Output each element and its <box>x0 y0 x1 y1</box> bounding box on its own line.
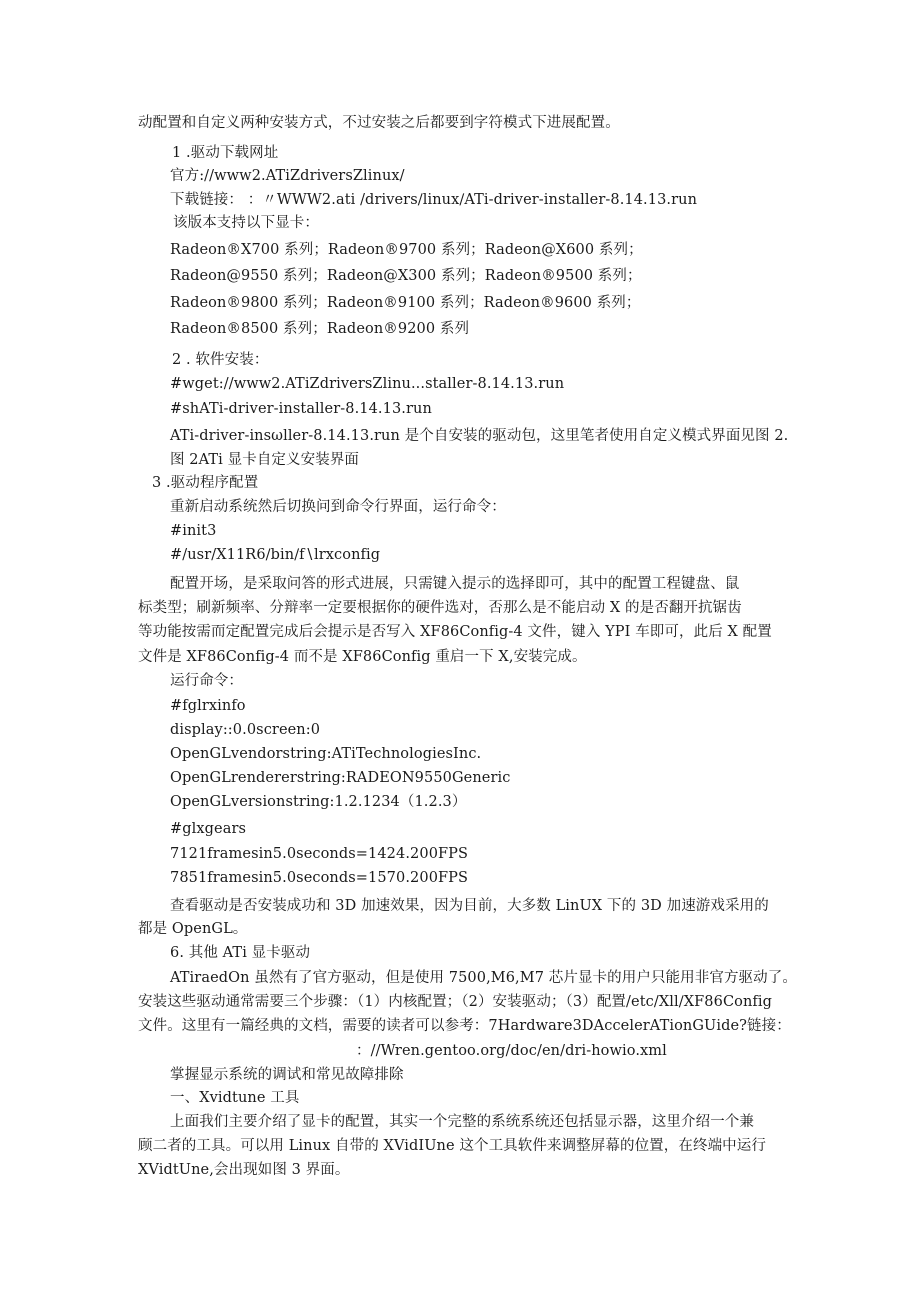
section-heading: 掌握显示系统的调试和常见故障排除 <box>170 1067 404 1083</box>
paragraph-line: XVidtUne,会出现如图 3 界面。 <box>138 1162 350 1178</box>
figure-caption: 图 2ATi 显卡自定义安装界面 <box>170 452 360 468</box>
paragraph-line: 查看驱动是否安装成功和 3D 加速效果，因为目前，大多数 LinUX 下的 3D 加速游戏采用的 <box>170 898 769 914</box>
url-line: 官方://www2.ATiZdriversZlinux/ <box>170 168 405 184</box>
output-line: 7121framesin5.0seconds=1424.200FPS <box>170 846 469 862</box>
section-heading: 6. 其他 ATi 显卡驱动 <box>170 945 311 961</box>
section-heading: 3 .驱动程序配置 <box>152 475 259 491</box>
card-list-line: Radeon@9550 系列；Radeon@X300 系列；Radeon®9500 系列； <box>170 268 642 284</box>
paragraph-line: 重新启动系统然后切换问到命令行界面，运行命令： <box>170 499 506 515</box>
paragraph-line: 文件是 XF86Config-4 而不是 XF86Config 重启一下 X,安装完成。 <box>138 649 587 665</box>
paragraph-line: 都是 OpenGL。 <box>138 921 248 937</box>
paragraph-line: 配置开场，是采取问答的形式进展，只需键入提示的选择即可，其中的配置工程键盘、鼠 <box>170 576 740 592</box>
paragraph-line: 文件。这里有一篇经典的文档，需要的读者可以参考：7Hardware3DAccelerATionGUide?链接： <box>138 1018 791 1034</box>
section-heading: 一、Xvidtune 工具 <box>170 1090 300 1106</box>
paragraph-line: ATiraedOn 虽然有了官方驱动，但是使用 7500,M6,M7 芯片显卡的用户只能用非官方驱动了。 <box>170 970 797 986</box>
output-line: display::0.0screen:0 <box>170 722 321 738</box>
download-link-line: 下载链接： ：〃WWW2.ati /drivers∕linux∕ATi-driver-installer-8.14.13.run <box>170 192 698 208</box>
url-line: ：//Wren.gentoo.org/doc/en/dri-howio.xml <box>356 1043 667 1059</box>
output-line: 7851framesin5.0seconds=1570.200FPS <box>170 870 469 886</box>
paragraph-line: 动配置和自定义两种安装方式，不过安装之后都要到字符模式下进展配置。 <box>138 115 620 131</box>
paragraph-line: 安装这些驱动通常需要三个步骤：（1）内核配置；（2）安装驱动；（3）配置/etc/Xll∕XF86Config <box>138 994 772 1010</box>
paragraph-line: 标类型；刷新频率、分辩率一定要根据你的硬件选对，否那么是不能启动 X 的是否翻开抗锯齿 <box>138 600 742 616</box>
command-line: #wget://www2.ATiZdriversZlinu...staller-8.14.13.run <box>170 376 565 392</box>
command-line: #shATi-driver-installer-8.14.13.run <box>170 401 432 417</box>
command-line: #glxgears <box>170 821 247 837</box>
output-line: OpenGLvendorstring:ATiTechnologiesInc. <box>170 746 482 762</box>
section-heading: 2 . 软件安装： <box>172 352 269 368</box>
paragraph-line: 该版本支持以下显卡： <box>173 215 319 231</box>
paragraph-line: 等功能按需而定配置完成后会提示是否写入 XF86Config-4 文件，键入 YPI 车即可，此后 X 配置 <box>138 624 772 640</box>
output-line: OpenGLversionstring:1.2.1234（1.2.3） <box>170 794 467 810</box>
command-line: #/usr/X11R6∕bin∕f∖lrxconfig <box>170 547 381 563</box>
output-line: OpenGLrendererstring:RADEON9550Generic <box>170 770 511 786</box>
command-line: #fglrxinfo <box>170 698 246 714</box>
paragraph-line: 上面我们主要介绍了显卡的配置，其实一个完整的系统系统还包括显示器，这里介绍一个兼 <box>170 1114 754 1130</box>
paragraph-line: 运行命令： <box>170 673 243 689</box>
command-line: #init3 <box>170 523 217 539</box>
card-list-line: Radeon®8500 系列；Radeon®9200 系列 <box>170 321 470 337</box>
card-list-line: Radeon®9800 系列；Radeon®9100 系列；Radeon®9600 系列； <box>170 295 641 311</box>
paragraph-line: 顾二者的工具。可以用 Linux 自带的 XVidIUne 这个工具软件来调整屏幕的位置，在终端中运行 <box>138 1138 766 1154</box>
paragraph-line: ATi-driver-insωller-8.14.13.run 是个自安装的驱动包，这里笔者使用自定义模式界面见图 2. <box>170 428 789 444</box>
card-list-line: Radeon®X700 系列；Radeon®9700 系列；Radeon@X600 系列； <box>170 242 643 258</box>
section-heading: 1 .驱动下载网址 <box>172 145 279 161</box>
